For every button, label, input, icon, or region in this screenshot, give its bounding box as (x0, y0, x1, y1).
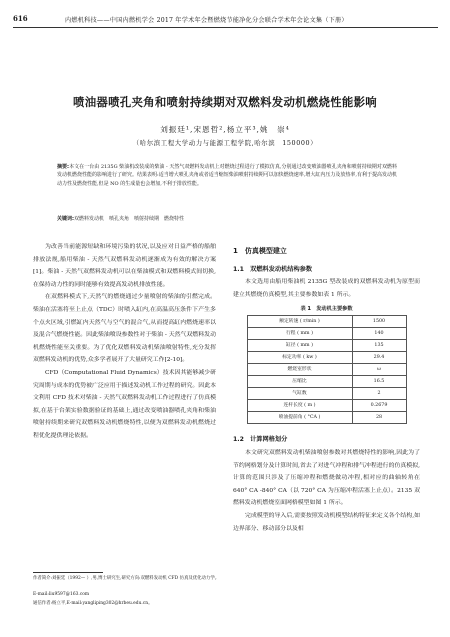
param-cell: 标定功率 ( kw ) (247, 352, 352, 364)
running-header (13, 14, 438, 26)
value-cell: 140 (352, 328, 406, 340)
table-row (247, 328, 406, 340)
table-row (247, 340, 406, 352)
keywords-label: 关键词: (57, 216, 74, 222)
table-row (247, 400, 406, 412)
left-column (33, 241, 216, 443)
engine-params-table (247, 315, 407, 424)
right-column (233, 241, 420, 535)
paper-title: 喷油器喷孔夹角和喷射持续期对双燃料发动机燃烧性能影响 (73, 95, 377, 109)
page-number: 616 (13, 14, 28, 23)
table-row (247, 364, 406, 376)
value-cell: ω (352, 364, 406, 376)
param-cell: 额定转速 ( r/min ) (247, 316, 352, 328)
section-1-2-paragraph-1: 本文研究双燃料发动机柴油喷射参数对其燃烧特性的影响,因此为了节约网格划分及计算时间,省去了对进气冲程和排气冲程进行的仿真模拟,计算的范围只涉及了压缩冲程和燃烧做功冲程,相对应的曲轴转角在 640° CA -840° CA（以 720° CA 为压缩冲程活塞上止点）。2135 双燃料发动机燃烧室面网格模型如图 1 所示。 (233, 449, 420, 507)
table-row (247, 376, 406, 388)
footnote-corresponding: 通信作者:杨立平,E-mail:yangliping302@hrbeu.edu.cn。 (33, 601, 153, 606)
table-row (247, 388, 406, 400)
intro-paragraph-2: 在双燃料模式下,天然气的燃烧通过少量喷射的柴油的引燃完成。柴油在活塞将至上止点（TDC）时喷入缸内,在高温高压条件下产生多个点火区域,引燃缸内天然气与空气的混合气,从而提高缸内燃烧速率以及混合气燃烧性能。因此柴油喷设参数性对于柴油 - 天然气双燃料发动机燃烧性能至关重要。为了优化双燃料发动机柴油喷射特性,充分发挥双燃料发动机的优势,众多学者展开了大量研究工作[2-10]。 (33, 294, 216, 364)
header-rule (13, 27, 438, 28)
abstract-text: 本文在一台由 2135G 柴油机改装成的柴油 - 天然气双燃料发动机上对燃烧过程进行了模拟仿真,分别通过改变喷油器喷孔夹角和喷射持续期对双燃料发动机燃烧性能的影响进行了研究。结果表明:适当增大喷孔夹角或者适当缩短柴油喷射持续期可以加快燃烧速率,增大缸内压力及放热率,有利于提高发动机动力性及燃烧性能,但是 NO 的生成量也会增加,不利于排放性能。 (57, 164, 398, 187)
value-cell: 29.4 (352, 352, 406, 364)
intro-paragraph-1: 为改善当前能源短缺和环境污染的状况,以及应对日益严格的船舶排放法规,船用柴油 - 天然气双燃料发动机逐渐成为有效的解决方案[1]。柴油 - 天然气双燃料发动机可以在柴油模式和双燃料模式间切换,在保持动力性的同时能够有效提高发动机排放性能。 (33, 244, 216, 288)
keywords-text: 双燃料发动机 喷孔夹角 喷射持续期 燃烧特性 (74, 216, 185, 222)
footnote-rule (33, 572, 103, 573)
value-cell: 135 (352, 340, 406, 352)
section-1-2-paragraph-2: 完成模型的导入后,需要按照发动机模型结构特征来定义各个结构,如边界部分、移动部分以及相 (233, 512, 420, 532)
section-1-1-heading: 1.1 双燃料发动机结构参数 (233, 265, 313, 273)
value-cell: 1500 (352, 316, 406, 328)
abstract-label: 摘要: (57, 164, 70, 170)
value-cell: 16.5 (352, 376, 406, 388)
param-cell: 缸径 ( mm ) (247, 340, 352, 352)
intro-paragraph-3: CFD（Computational Fluid Dynamics）技术因其能够减少研究周期与成本的优势被广泛应用于描述发动机工作过程的研究。因此本文利用 CFD 技术对柴油 - 天然气双燃料发动机工作过程进行了仿真模拟,在基于台架实验数据验证的基础上,通过改变喷油器喷孔夹角和柴油喷射持续期来研究双燃料发动机燃烧特性,以便为双燃料发动机燃烧过程优化提供理论依据。 (33, 369, 216, 439)
param-cell: 压缩比 (247, 376, 352, 388)
abstract (57, 163, 397, 188)
footnote-author: 作者简介:刘振廷（1992— ）,男,博士研究生,研究方向:双燃料发动机 CFD 仿真及优化动力学。 (33, 576, 220, 581)
param-cell: 行程 ( mm ) (247, 328, 352, 340)
section-1-heading: 1 仿真模型建立 (233, 247, 287, 255)
param-cell: 连杆长度 ( m ) (247, 400, 352, 412)
keywords (57, 215, 397, 222)
value-cell: 2 (352, 388, 406, 400)
param-cell: 燃烧室形状 (247, 364, 352, 376)
value-cell: 28 (352, 412, 406, 424)
table-row (247, 352, 406, 364)
param-cell: 气缸数 (247, 388, 352, 400)
spacer (233, 424, 420, 434)
running-title: 内燃机科技——中国内燃机学会 2017 年学术年会暨燃烧节能净化分会联合学术年会论文集（下册） (65, 17, 348, 24)
value-cell: 0.2679 (352, 400, 406, 412)
footnote-email: E-mail:liu9597@163.com (33, 592, 90, 597)
section-1-2-heading: 1.2 计算网格划分 (233, 436, 288, 444)
affiliation: （哈尔滨工程大学动力与能源工程学院,哈尔滨 150000） (132, 139, 318, 147)
authors: 刘振廷¹,宋恩哲²,杨立平³,姚 崇⁴ (160, 125, 290, 134)
section-1-1-text: 本文选用由船用柴油机 2135G 型改装成的双燃料发动机为原型而建立其燃烧仿真模型,其主要参数如表 1 所示。 (233, 279, 420, 298)
table-row (247, 412, 406, 424)
param-cell: 喷油提前角 ( °CA ) (247, 412, 352, 424)
table-caption: 表 1 发动机主要参数 (300, 306, 353, 313)
table-row (247, 316, 406, 328)
